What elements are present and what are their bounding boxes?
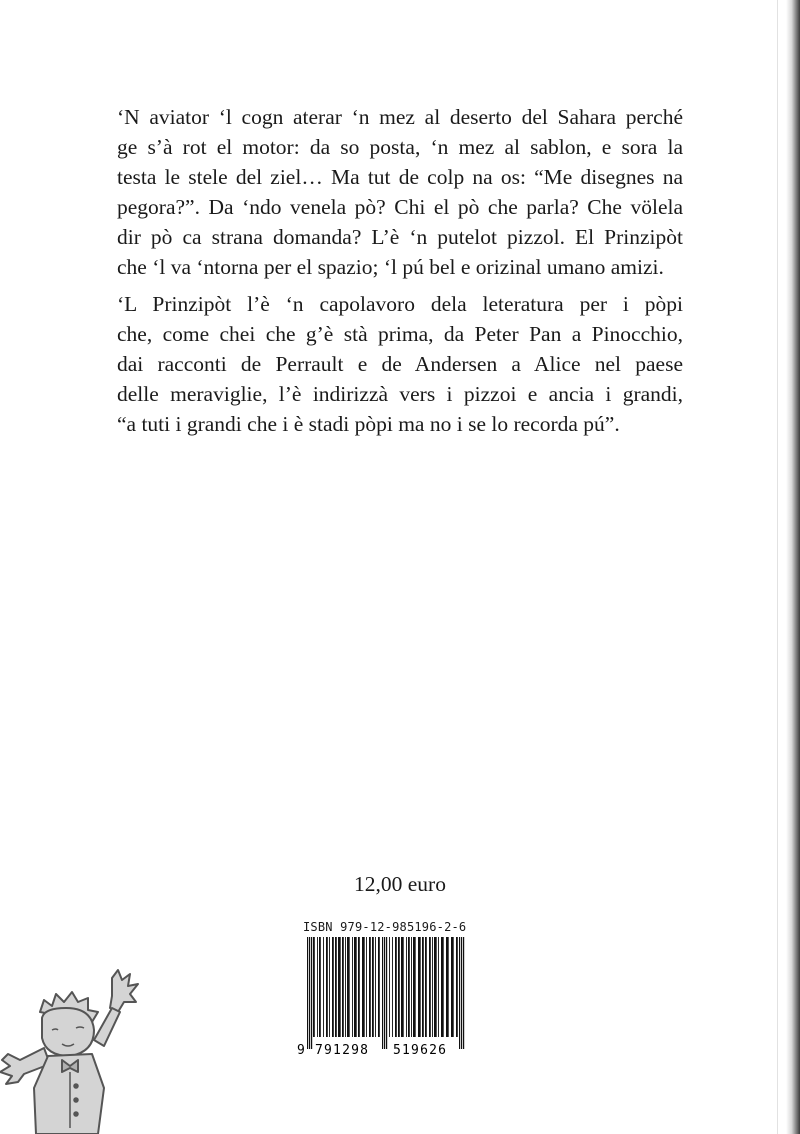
- blurb-line: “a tuti i grandi che i è stadi pòpi ma no i se lo recorda pú”.: [117, 412, 620, 436]
- barcode-digits-left: 791298: [315, 1043, 370, 1057]
- barcode-digits-right: 519626: [393, 1043, 448, 1057]
- price-label: 12,00 euro: [354, 872, 446, 896]
- barcode-bars: [307, 937, 464, 1049]
- blurb-line: ‘L Prinzipòt l’è ‘n capolavoro dela leteratura per i pòpi: [117, 292, 683, 316]
- blurb-line: pegora?”. Da ‘ndo venela pò? Chi el pò che parla? Che völela: [117, 195, 683, 219]
- page-edge-line: [777, 0, 778, 1134]
- little-prince-illustration-icon: [0, 968, 150, 1134]
- blurb-paragraph-1: [117, 102, 683, 282]
- page-edge-shadow: [786, 0, 800, 1134]
- blurb-line: dai racconti de Perrault e de Andersen a Alice nel paese: [117, 352, 683, 376]
- blurb-line: ‘N aviator ‘l cogn aterar ‘n mez al deserto del Sahara perché: [117, 105, 683, 129]
- barcode: [293, 937, 478, 1057]
- blurb-line: che, come chei che g’è stà prima, da Peter Pan a Pinocchio,: [117, 322, 683, 346]
- blurb-line: dir pò ca strana domanda? L’è ‘n putelot pizzol. El Prinzipòt: [117, 225, 683, 249]
- blurb-line: ge s’à rot el motor: da so posta, ‘n mez al sablon, e sora la: [117, 135, 683, 159]
- blurb-line: che ‘l va ‘ntorna per el spazio; ‘l pú bel e orizinal umano amizi.: [117, 255, 664, 279]
- blurb-paragraph-2: [117, 289, 683, 439]
- blurb-line: testa le stele del ziel… Ma tut de colp na os: “Me disegnes na: [117, 165, 683, 189]
- barcode-digit-lead: 9: [297, 1043, 305, 1057]
- blurb-line: delle meraviglie, l’è indirizzà vers i pizzoi e ancia i grandi,: [117, 382, 683, 406]
- isbn-label: ISBN 979-12-985196-2-6: [303, 920, 467, 934]
